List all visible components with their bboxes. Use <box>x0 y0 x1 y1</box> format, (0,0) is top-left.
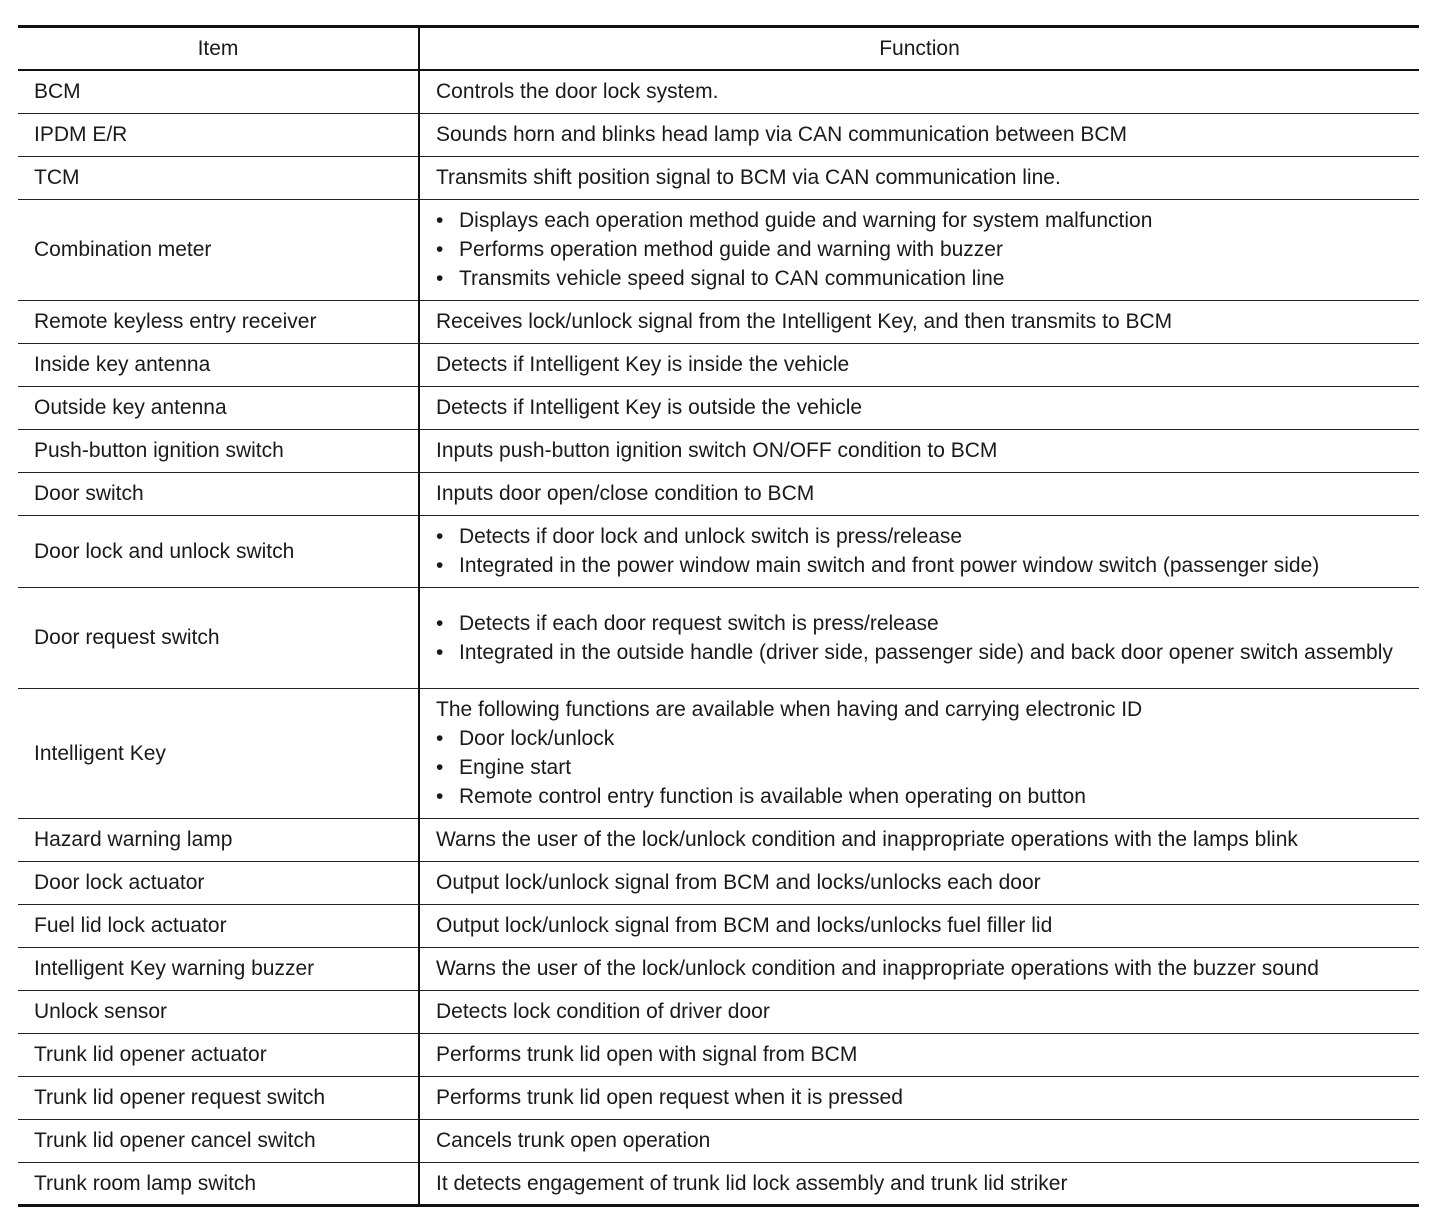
table-row <box>18 1033 1419 1076</box>
function-cell <box>419 386 1419 429</box>
bullet-icon: • <box>436 611 444 635</box>
function-cell <box>419 199 1419 300</box>
item-cell: Trunk lid opener cancel switch <box>18 1119 419 1162</box>
table-row <box>18 688 1419 818</box>
function-cell <box>419 156 1419 199</box>
bullet-icon: • <box>436 727 444 750</box>
table-row <box>18 300 1419 343</box>
bullet-item <box>436 782 1411 811</box>
function-cell <box>419 300 1419 343</box>
bullet-text: Detects if door lock and unlock switch is press/release <box>459 525 963 548</box>
bullet-icon: • <box>436 238 444 261</box>
bullet-item <box>436 522 1411 551</box>
table-row <box>18 947 1419 990</box>
function-cell <box>419 818 1419 861</box>
item-cell: Unlock sensor <box>18 990 419 1033</box>
function-text: Transmits shift position signal to BCM via CAN communication line. <box>436 166 1061 189</box>
bullet-text: Remote control entry function is available when operating on button <box>459 785 1086 808</box>
bullet-item <box>436 235 1411 264</box>
item-cell: BCM <box>34 80 81 104</box>
table-row <box>18 70 1419 113</box>
bullet-icon: • <box>436 640 444 664</box>
column-header-function: Function <box>419 27 1419 71</box>
item-cell: Fuel lid lock actuator <box>18 904 419 947</box>
function-cell <box>419 1119 1419 1162</box>
function-cell <box>419 947 1419 990</box>
function-cell <box>419 904 1419 947</box>
function-text: The following functions are available when having and carrying electronic ID <box>436 698 1143 721</box>
function-cell <box>419 1162 1419 1205</box>
bullet-text: Performs operation method guide and warning with buzzer <box>459 238 1003 261</box>
table-row <box>18 990 1419 1033</box>
bullet-item <box>436 264 1411 293</box>
function-cell <box>419 1033 1419 1076</box>
table-row <box>18 1162 1419 1205</box>
function-cell <box>419 472 1419 515</box>
item-cell: Door lock actuator <box>18 861 419 904</box>
table-row <box>18 343 1419 386</box>
bullet-icon: • <box>436 267 444 290</box>
table-row <box>18 429 1419 472</box>
bullet-text: Transmits vehicle speed signal to CAN communication line <box>459 267 1005 290</box>
function-text: Output lock/unlock signal from BCM and locks/unlocks fuel filler lid <box>436 914 1053 937</box>
item-cell: Intelligent Key warning buzzer <box>18 947 419 990</box>
bullet-text: Integrated in the power window main switch and front power window switch (passenger side) <box>459 554 1320 577</box>
table-row <box>18 156 1419 199</box>
bullet-icon: • <box>436 785 444 808</box>
table-body <box>18 70 1419 1205</box>
table-row <box>18 904 1419 947</box>
item-cell: Inside key antenna <box>18 343 419 386</box>
table-row <box>18 472 1419 515</box>
function-cell <box>419 113 1419 156</box>
function-cell <box>419 70 1419 113</box>
item-cell: IPDM E/R <box>18 113 419 156</box>
item-cell: Trunk lid opener actuator <box>18 1033 419 1076</box>
bullet-icon: • <box>436 756 444 779</box>
function-cell <box>419 515 1419 587</box>
bullet-item <box>436 753 1411 782</box>
bullet-icon: • <box>436 525 444 548</box>
function-text: Warns the user of the lock/unlock condition and inappropriate operations with the buzzer sound <box>436 957 1319 980</box>
item-cell: Hazard warning lamp <box>18 818 419 861</box>
item-cell: Outside key antenna <box>18 386 419 429</box>
item-cell: Intelligent Key <box>18 688 419 818</box>
function-text: Inputs push-button ignition switch ON/OFF condition to BCM <box>436 439 998 462</box>
bullet-item <box>436 206 1411 235</box>
bullet-item <box>436 609 1411 638</box>
function-text: Warns the user of the lock/unlock condition and inappropriate operations with the lamps blink <box>436 828 1298 851</box>
table-row <box>18 1119 1419 1162</box>
table-row <box>18 515 1419 587</box>
table-row <box>18 818 1419 861</box>
function-text: Sounds horn and blinks head lamp via CAN communication between BCM <box>436 123 1128 146</box>
function-text: Performs trunk lid open request when it is pressed <box>436 1086 903 1109</box>
bullet-text: Integrated in the outside handle (driver side, passenger side) and back door opener switch assembly <box>459 640 1393 664</box>
function-cell <box>419 861 1419 904</box>
bullet-item <box>436 551 1411 580</box>
bullet-text: Door lock/unlock <box>459 727 615 750</box>
function-cell <box>419 990 1419 1033</box>
column-header-item: Item <box>18 27 419 71</box>
bullet-item <box>436 724 1411 753</box>
item-cell: Door switch <box>18 472 419 515</box>
component-function-table <box>18 25 1419 1207</box>
bullet-item <box>436 638 1411 667</box>
item-cell: Door lock and unlock switch <box>18 515 419 587</box>
function-cell <box>419 343 1419 386</box>
function-text: Performs trunk lid open with signal from BCM <box>436 1043 858 1066</box>
item-cell: Door request switch <box>18 587 419 688</box>
bullet-icon: • <box>436 209 444 232</box>
function-cell <box>419 429 1419 472</box>
function-text: Detects if Intelligent Key is inside the vehicle <box>436 353 850 376</box>
table-row <box>18 1076 1419 1119</box>
function-cell <box>419 587 1419 688</box>
function-cell <box>419 1076 1419 1119</box>
item-cell: Push-button ignition switch <box>18 429 419 472</box>
item-cell: Remote keyless entry receiver <box>18 300 419 343</box>
table-header <box>18 27 1419 71</box>
bullet-text: Displays each operation method guide and warning for system malfunction <box>459 209 1153 232</box>
bullet-text: Detects if each door request switch is press/release <box>459 611 939 635</box>
function-cell <box>419 688 1419 818</box>
function-text: Detects if Intelligent Key is outside the vehicle <box>436 396 863 419</box>
function-text: Inputs door open/close condition to BCM <box>436 482 815 505</box>
function-text: It detects engagement of trunk lid lock assembly and trunk lid striker <box>436 1171 1068 1195</box>
function-text: Output lock/unlock signal from BCM and locks/unlocks each door <box>436 871 1041 894</box>
table-row <box>18 861 1419 904</box>
bullet-icon: • <box>436 554 444 577</box>
table-row <box>18 587 1419 688</box>
header-row <box>18 27 1419 71</box>
function-text: Receives lock/unlock signal from the Intelligent Key, and then transmits to BCM <box>436 310 1173 333</box>
table-row <box>18 113 1419 156</box>
function-text: Detects lock condition of driver door <box>436 1000 770 1023</box>
bullet-text: Engine start <box>459 756 572 779</box>
function-text: Controls the door lock system. <box>436 80 719 104</box>
item-cell: Trunk lid opener request switch <box>18 1076 419 1119</box>
table-row <box>18 199 1419 300</box>
item-cell: Combination meter <box>18 199 419 300</box>
function-text: Cancels trunk open operation <box>436 1129 711 1152</box>
item-cell: Trunk room lamp switch <box>18 1162 419 1205</box>
item-cell: TCM <box>18 156 419 199</box>
table-row <box>18 386 1419 429</box>
